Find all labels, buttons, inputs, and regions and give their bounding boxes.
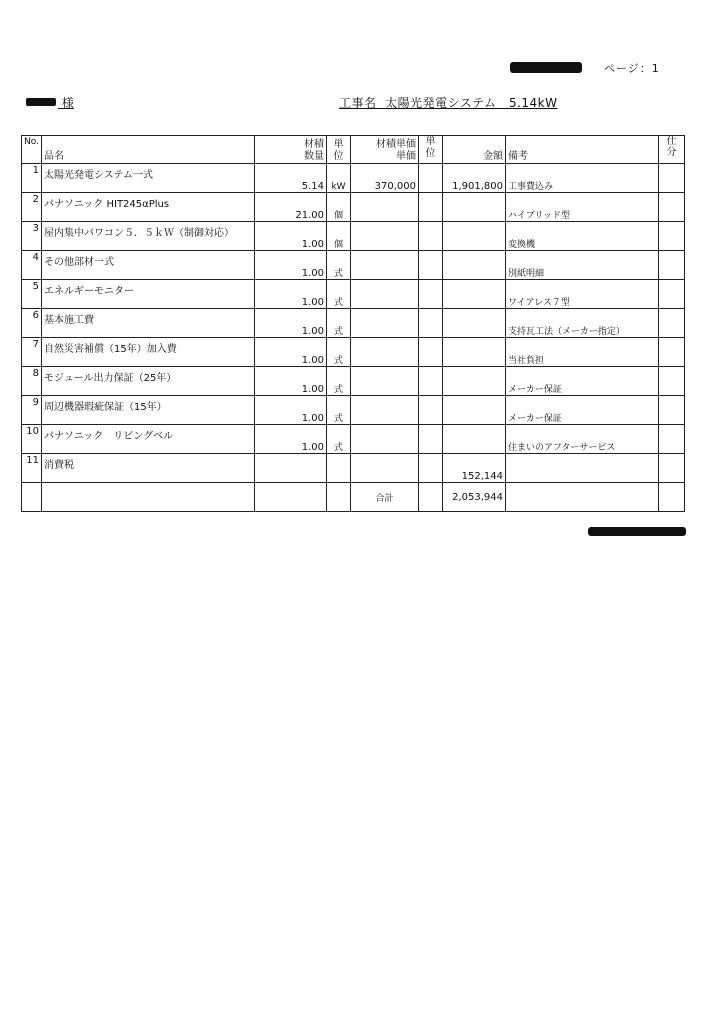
row-unit-2 <box>419 164 443 193</box>
row-no: 11 <box>22 454 42 483</box>
table-header <box>22 136 685 164</box>
row-name-text: 太陽光発電システム一式 <box>44 170 153 181</box>
total-label: 合計 <box>351 483 419 512</box>
row-category <box>659 396 685 425</box>
row-remarks: 別紙明細 <box>506 251 659 280</box>
row-name <box>42 454 255 483</box>
row-qty <box>255 454 327 483</box>
row-qty: 1.00 <box>255 396 327 425</box>
project-title <box>339 94 558 111</box>
page-number: ページ：1 <box>604 62 660 75</box>
total-row <box>22 483 685 512</box>
row-unit-price <box>351 425 419 454</box>
total-no <box>22 483 42 512</box>
row-remarks <box>506 454 659 483</box>
redacted-text-top <box>510 62 582 73</box>
total-amount: 2,053,944 <box>443 483 506 512</box>
row-category <box>659 164 685 193</box>
row-name <box>42 193 255 222</box>
row-qty: 21.00 <box>255 193 327 222</box>
row-name-text: モジュール出力保証（25年） <box>44 373 177 384</box>
row-unit-price <box>351 396 419 425</box>
table-row <box>22 425 685 454</box>
total-unit <box>327 483 351 512</box>
total-category <box>659 483 685 512</box>
row-amount: 152,144 <box>443 454 506 483</box>
total-unit-2 <box>419 483 443 512</box>
col-qty: 材積 数量 <box>255 136 327 164</box>
row-name <box>42 280 255 309</box>
row-name-text: パナソニック リビングベル <box>44 431 174 442</box>
row-qty: 1.00 <box>255 280 327 309</box>
col-unit-price: 材積単価 単価 <box>351 136 419 164</box>
row-no: 8 <box>22 367 42 396</box>
row-unit-price <box>351 251 419 280</box>
col-name: 品名 <box>42 136 255 164</box>
row-name-text: 自然災害補償（15年）加入費 <box>44 344 177 355</box>
row-name-text: パナソニック HIT245αPlus <box>44 199 170 210</box>
row-unit: 式 <box>327 396 351 425</box>
row-remarks: 当社負担 <box>506 338 659 367</box>
row-name-text: エネルギーモニター <box>44 286 134 297</box>
row-amount <box>443 338 506 367</box>
table-row <box>22 164 685 193</box>
table-row <box>22 280 685 309</box>
row-category <box>659 280 685 309</box>
row-category <box>659 251 685 280</box>
col-category: 仕 分 <box>659 136 685 164</box>
row-unit: 個 <box>327 222 351 251</box>
row-name-text: 基本施工費 <box>44 315 94 326</box>
row-unit-2 <box>419 251 443 280</box>
row-name <box>42 425 255 454</box>
row-no: 1 <box>22 164 42 193</box>
row-unit-2 <box>419 222 443 251</box>
row-unit-2 <box>419 193 443 222</box>
col-unit: 単 位 <box>327 136 351 164</box>
table-row <box>22 251 685 280</box>
row-unit-price: 370,000 <box>351 164 419 193</box>
row-remarks: メーカー保証 <box>506 396 659 425</box>
row-category <box>659 454 685 483</box>
row-unit: 個 <box>327 193 351 222</box>
table-row <box>22 193 685 222</box>
row-unit-price <box>351 367 419 396</box>
row-unit: 式 <box>327 280 351 309</box>
row-name <box>42 367 255 396</box>
row-name <box>42 251 255 280</box>
row-amount <box>443 251 506 280</box>
row-name <box>42 309 255 338</box>
row-remarks: 住まいのアフターサービス <box>506 425 659 454</box>
row-amount <box>443 367 506 396</box>
row-unit: 式 <box>327 251 351 280</box>
row-qty: 1.00 <box>255 367 327 396</box>
table-row <box>22 338 685 367</box>
row-qty: 1.00 <box>255 309 327 338</box>
row-category <box>659 425 685 454</box>
row-amount <box>443 425 506 454</box>
row-name <box>42 222 255 251</box>
row-unit-2 <box>419 280 443 309</box>
total-qty <box>255 483 327 512</box>
redacted-customer <box>26 98 56 106</box>
row-remarks: 変換機 <box>506 222 659 251</box>
total-name <box>42 483 255 512</box>
row-unit: 式 <box>327 425 351 454</box>
col-unit-2: 単 位 <box>419 136 443 164</box>
row-qty: 1.00 <box>255 425 327 454</box>
table-body <box>22 164 685 483</box>
row-qty: 1.00 <box>255 338 327 367</box>
row-no: 7 <box>22 338 42 367</box>
row-category <box>659 193 685 222</box>
row-unit-2 <box>419 367 443 396</box>
row-remarks: メーカー保証 <box>506 367 659 396</box>
row-unit-2 <box>419 396 443 425</box>
row-no: 5 <box>22 280 42 309</box>
row-name-text: 屋内集中パワコン５．５ｋＷ（制御対応） <box>44 228 234 239</box>
row-no: 3 <box>22 222 42 251</box>
row-unit: 式 <box>327 338 351 367</box>
table-row <box>22 309 685 338</box>
row-category <box>659 222 685 251</box>
row-remarks: ハイブリッド型 <box>506 193 659 222</box>
project-name: 太陽光発電システム 5.14kW <box>385 96 558 110</box>
row-unit-price <box>351 222 419 251</box>
table-row <box>22 396 685 425</box>
row-unit: 式 <box>327 309 351 338</box>
row-amount: 1,901,800 <box>443 164 506 193</box>
row-amount <box>443 309 506 338</box>
row-name <box>42 396 255 425</box>
row-name <box>42 338 255 367</box>
customer-name <box>26 94 74 111</box>
row-name <box>42 164 255 193</box>
table-row <box>22 367 685 396</box>
project-label: 工事名 <box>339 96 377 110</box>
table-row <box>22 454 685 483</box>
row-unit-price <box>351 338 419 367</box>
row-category <box>659 367 685 396</box>
row-no: 4 <box>22 251 42 280</box>
row-amount <box>443 396 506 425</box>
row-no: 10 <box>22 425 42 454</box>
row-name-text: 消費税 <box>44 460 74 471</box>
estimate-table <box>21 135 685 512</box>
row-remarks: 工事費込み <box>506 164 659 193</box>
row-category <box>659 338 685 367</box>
row-remarks: ワイアレス７型 <box>506 280 659 309</box>
row-no: 6 <box>22 309 42 338</box>
total-remarks <box>506 483 659 512</box>
customer-suffix: 様 <box>61 96 74 110</box>
col-no: No. <box>22 136 42 164</box>
row-qty: 5.14 <box>255 164 327 193</box>
row-unit-price <box>351 280 419 309</box>
row-unit-price <box>351 193 419 222</box>
row-unit: kW <box>327 164 351 193</box>
row-amount <box>443 222 506 251</box>
row-unit-2 <box>419 425 443 454</box>
row-unit-price <box>351 454 419 483</box>
row-name-text: その他部材一式 <box>44 257 114 268</box>
row-unit-2 <box>419 338 443 367</box>
row-unit-2 <box>419 309 443 338</box>
row-no: 2 <box>22 193 42 222</box>
table-row <box>22 222 685 251</box>
row-qty: 1.00 <box>255 222 327 251</box>
row-category <box>659 309 685 338</box>
row-name-text: 周辺機器瑕疵保証（15年） <box>44 402 167 413</box>
row-qty: 1.00 <box>255 251 327 280</box>
row-no: 9 <box>22 396 42 425</box>
col-amount: 金額 <box>443 136 506 164</box>
row-amount <box>443 280 506 309</box>
col-remarks: 備考 <box>506 136 659 164</box>
row-amount <box>443 193 506 222</box>
row-unit <box>327 454 351 483</box>
row-unit: 式 <box>327 367 351 396</box>
row-unit-2 <box>419 454 443 483</box>
redacted-text-bottom <box>588 527 686 536</box>
row-remarks: 支持瓦工法（メーカー指定） <box>506 309 659 338</box>
row-unit-price <box>351 309 419 338</box>
